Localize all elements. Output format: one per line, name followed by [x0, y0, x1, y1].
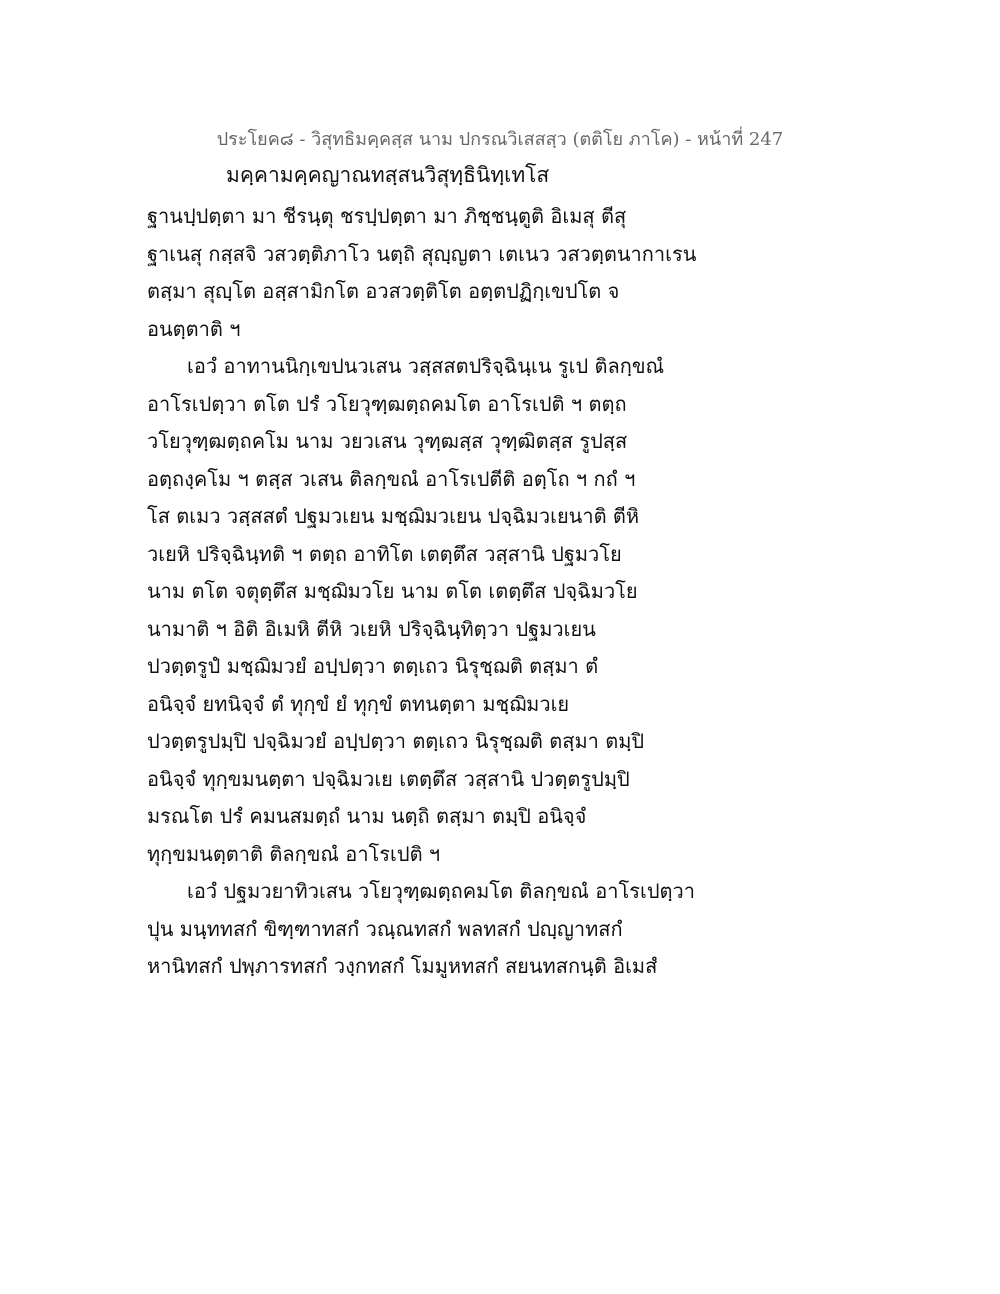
text-line: อนิจฺจํ ทุกฺขมนตฺตา ปจฺฉิมวเย เตตฺตึส วสฺสานิ ปวตฺตรูปมฺปิ — [147, 766, 630, 791]
text-line: นามาติ ฯ อิติ อิเมหิ ตีหิ วเยหิ ปริจฺฉินฺทิตฺวา ปฐมวเยน — [147, 616, 596, 641]
text-line: อตฺถงฺคโม ฯ ตสฺส วเสน ติลกฺขณํ อาโรเปตีติ อตฺโถ ฯ กถํ ฯ — [147, 466, 636, 491]
section-heading: มคฺคามคฺคญาณทสฺสนวิสุทฺธินิทฺเทโส — [226, 163, 550, 187]
text-line: โส ตเมว วสฺสสตํ ปฐมวเยน มชฺฌิมวเยน ปจฺฉิมวเยนาติ ตีหิ — [147, 504, 640, 528]
text-line: วเยหิ ปริจฺฉินฺทติ ฯ ตตฺถ อาทิโต เตตฺตึส วสฺสานิ ปฐมวโย — [147, 541, 622, 566]
text-line: ปวตฺตรูปํ มชฺฌิมวยํ อปฺปตฺวา ตตฺเถว นิรุชฺฌติ ตสฺมา ตํ — [147, 654, 599, 678]
paragraph — [147, 198, 707, 348]
paragraph — [147, 348, 707, 873]
text-line: เอวํ อาทานนิกฺเขปนวเสน วสฺสสตปริจฺฉินฺเน รูเป ติลกฺขณํ — [187, 354, 665, 378]
text-line: มรณโต ปรํ คมนสมตฺถํ นาม นตฺถิ ตสฺมา ตมฺปิ อนิจฺจํ — [147, 804, 587, 828]
text-line: ปุน มนฺททสกํ ขิฑฺฑาทสกํ วณฺณทสกํ พลทสกํ ปญฺญาทสกํ — [147, 916, 623, 941]
text-line: เอวํ ปฐมวยาทิวเสน วโยวุฑฺฒตฺถคมโต ติลกฺขณํ อาโรเปตฺวา — [187, 879, 695, 903]
page-header: ประโยค๘ - วิสุทธิมคฺคสฺส นาม ปกรณวิเสสสฺว (ตติโย ภาโค) - หน้าที่ 247 — [216, 129, 784, 150]
text-line: อนตฺตาติ ฯ — [147, 316, 241, 341]
text-line: ฐานปฺปตฺตา มา ชีรนฺตุ ชรปฺปตฺตา มา ภิชฺชนฺตูติ อิเมสุ ตีสุ — [147, 204, 627, 228]
text-line: ปวตฺตรูปมฺปิ ปจฺฉิมวยํ อปฺปตฺวา ตตฺเถว นิรุชฺฌติ ตสฺมา ตมฺปิ — [147, 729, 645, 753]
text-line: ทุกฺขมนตฺตาติ ติลกฺขณํ อาโรเปติ ฯ — [147, 841, 441, 866]
text-line: ตสฺมา สุญฺโต อสฺสามิกโต อวสวตฺติโต อตฺตปฏิกฺเขปโต จ — [147, 279, 620, 303]
text-line: ฐาเนสุ กสฺสจิ วสวตฺติภาโว นตฺถิ สุญฺญตา เตเนว วสวตฺตนากาเรน — [147, 241, 697, 266]
paragraph — [147, 873, 707, 986]
text-line: หานิทสกํ ปพฺภารทสกํ วงฺกทสกํ โมมูหทสกํ สยนทสกนฺติ อิเมสํ — [147, 954, 658, 978]
text-line: อาโรเปตฺวา ตโต ปรํ วโยวุฑฺฒตฺถคมโต อาโรเปติ ฯ ตตฺถ — [147, 391, 627, 416]
text-line: อนิจฺจํ ยทนิจฺจํ ตํ ทุกฺขํ ยํ ทุกฺขํ ตทนตฺตา มชฺฌิมวเย — [147, 691, 570, 716]
document-body — [147, 198, 707, 986]
text-line: นาม ตโต จตุตฺตึส มชฺฌิมวโย นาม ตโต เตตฺตึส ปจฺฉิมวโย — [147, 579, 638, 603]
text-line: วโยวุฑฺฒตฺถคโม นาม วยวเสน วุฑฺฒสฺส วุฑฺฒิตสฺส รูปสฺส — [147, 429, 628, 453]
